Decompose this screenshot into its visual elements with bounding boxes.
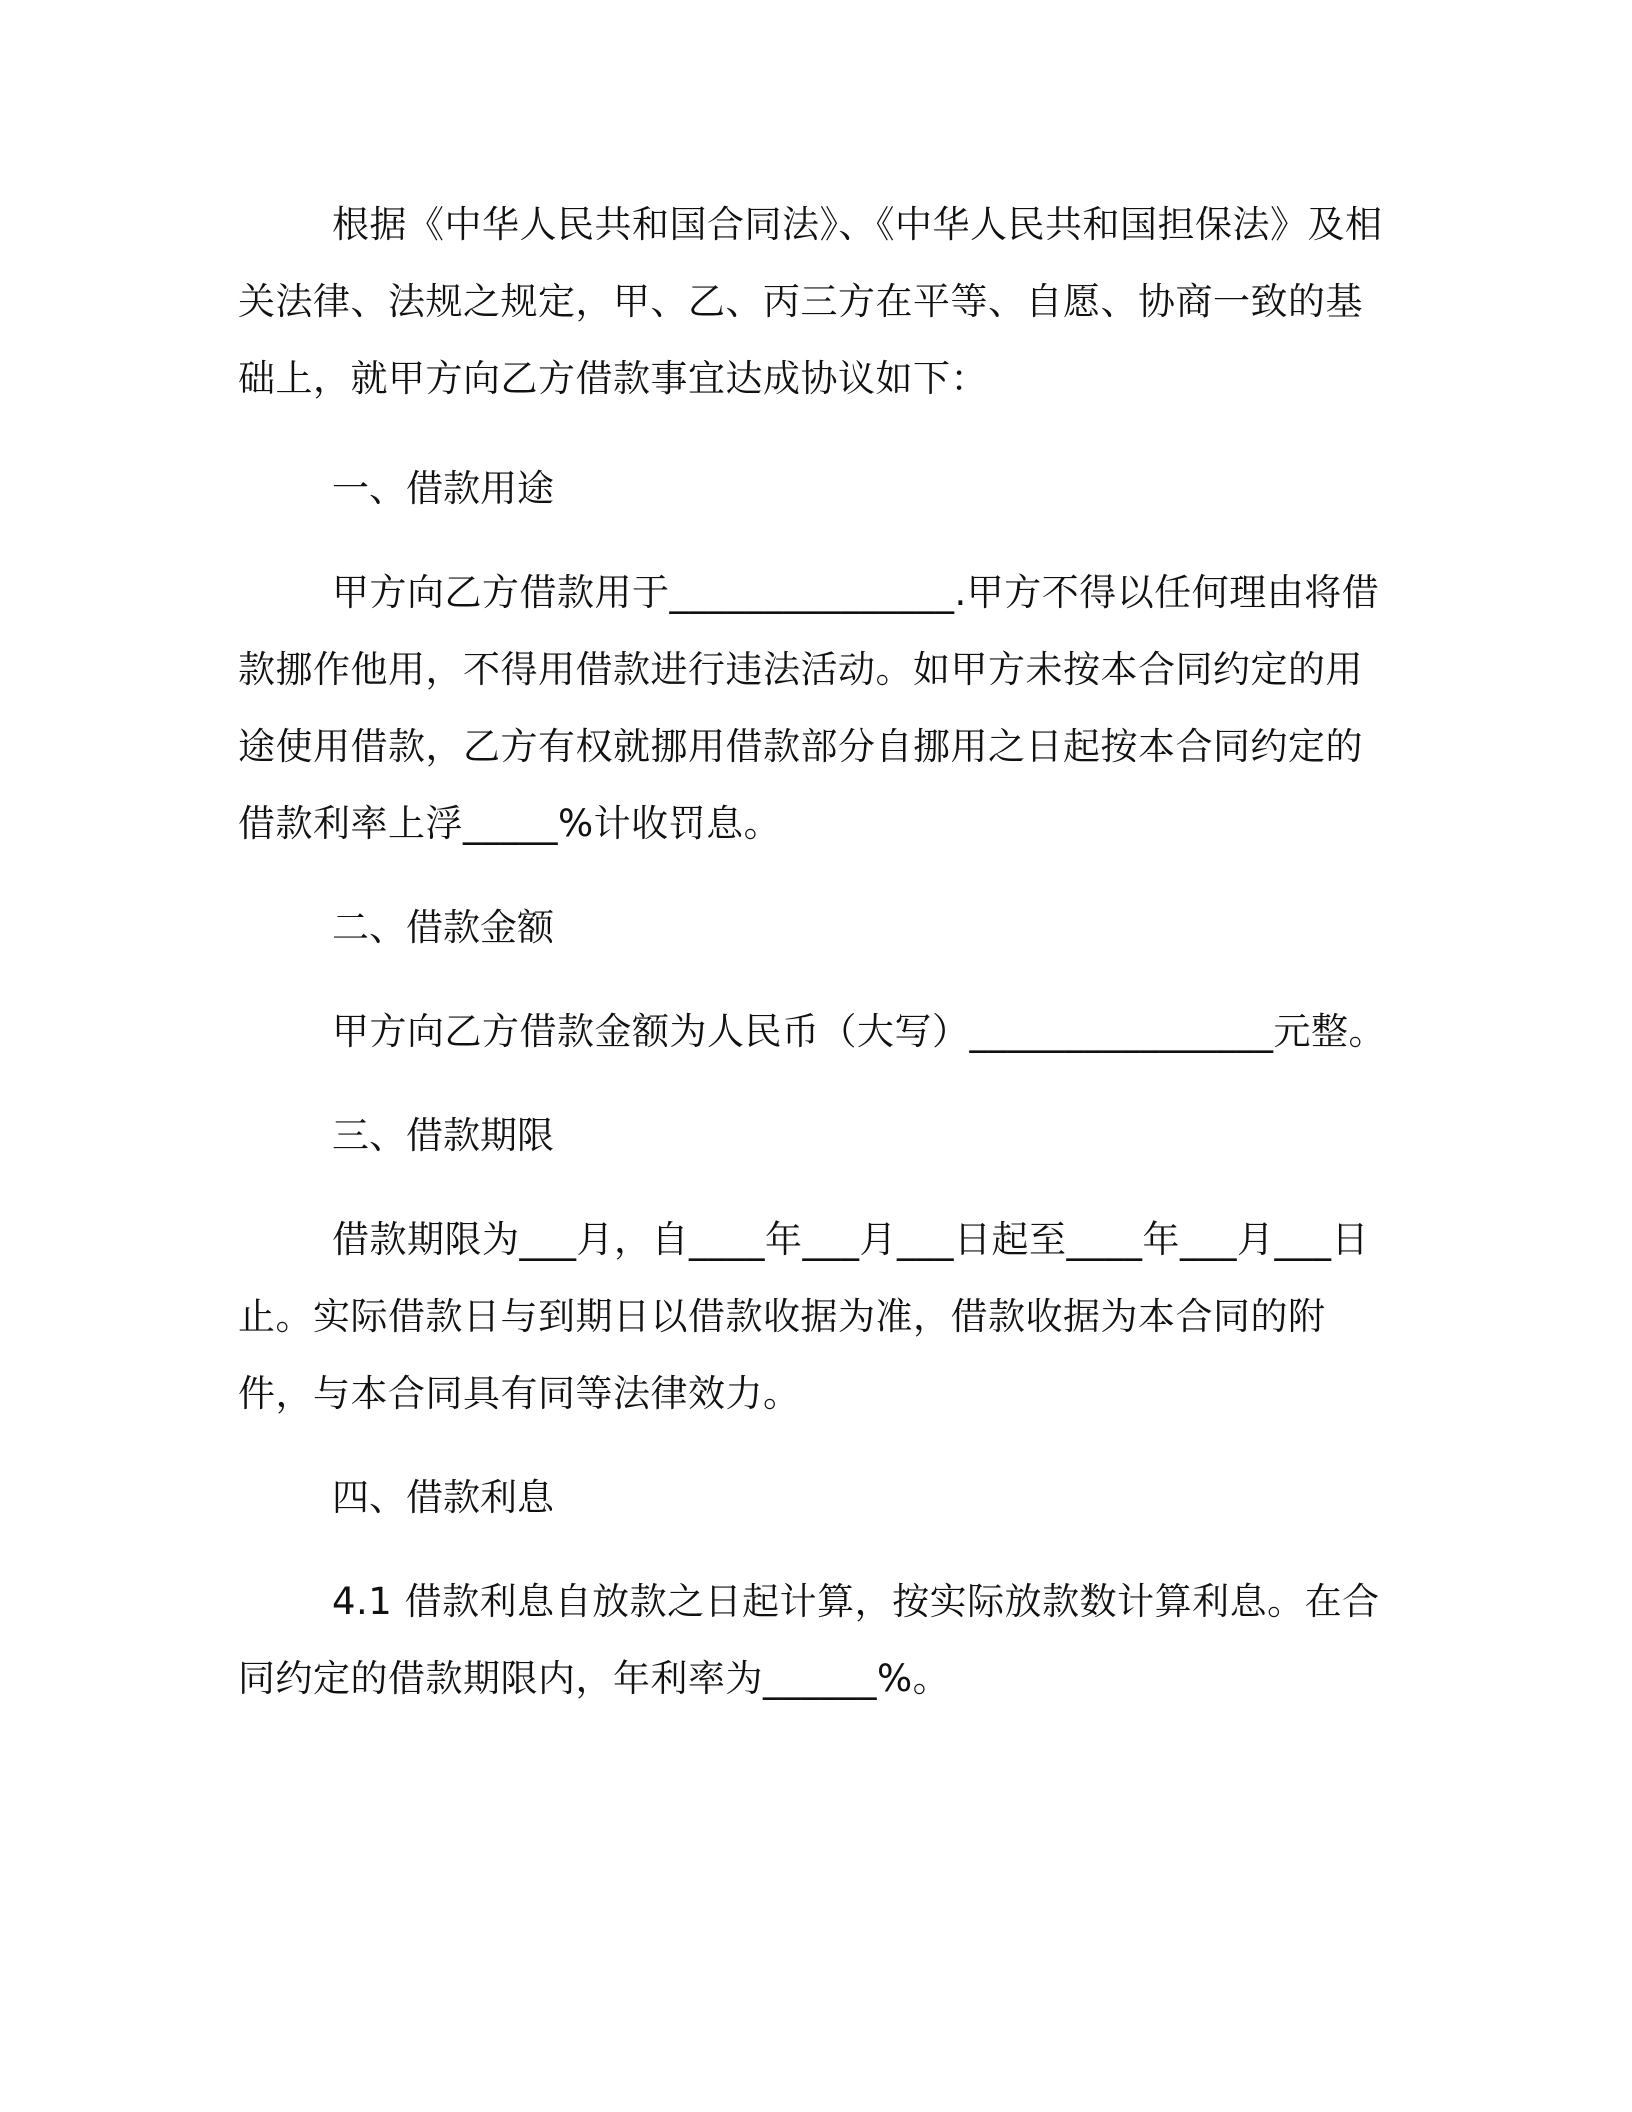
section-heading-amount: 二、借款金额 xyxy=(332,906,554,949)
section-heading-interest: 四、借款利息 xyxy=(332,1476,554,1519)
section-paragraph-term: 借款期限为___月，自____年___月___日起至____年___月___日止。实际借款日与到期日以借款收据为准，借款收据为本合同的附件，与本合同具有同等法律效力。 xyxy=(238,1218,1369,1415)
intro-paragraph: 根据《中华人民共和国合同法》、《中华人民共和国担保法》及相关法律、法规之规定，甲、乙、丙三方在平等、自愿、协商一致的基础上，就甲方向乙方借款事宜达成协议如下： xyxy=(238,203,1383,400)
section-heading-term: 三、借款期限 xyxy=(332,1114,554,1157)
document-body xyxy=(238,186,1388,1717)
section-paragraph-amount: 甲方向乙方借款金额为人民币（大写）________________元整。 xyxy=(332,1010,1386,1053)
section-paragraph-purpose: 甲方向乙方借款用于_______________.甲方不得以任何理由将借款挪作他用，不得用借款进行违法活动。如甲方未按本合同约定的用途使用借款，乙方有权就挪用借款部分自挪用之日起按本合同约定的借款利率上浮_____%计收罚息。 xyxy=(238,571,1380,845)
section-heading-purpose: 一、借款用途 xyxy=(332,467,554,510)
section-paragraph-interest: 4.1 借款利息自放款之日起计算，按实际放款数计算利息。在合同约定的借款期限内，年利率为______%。 xyxy=(238,1580,1380,1700)
